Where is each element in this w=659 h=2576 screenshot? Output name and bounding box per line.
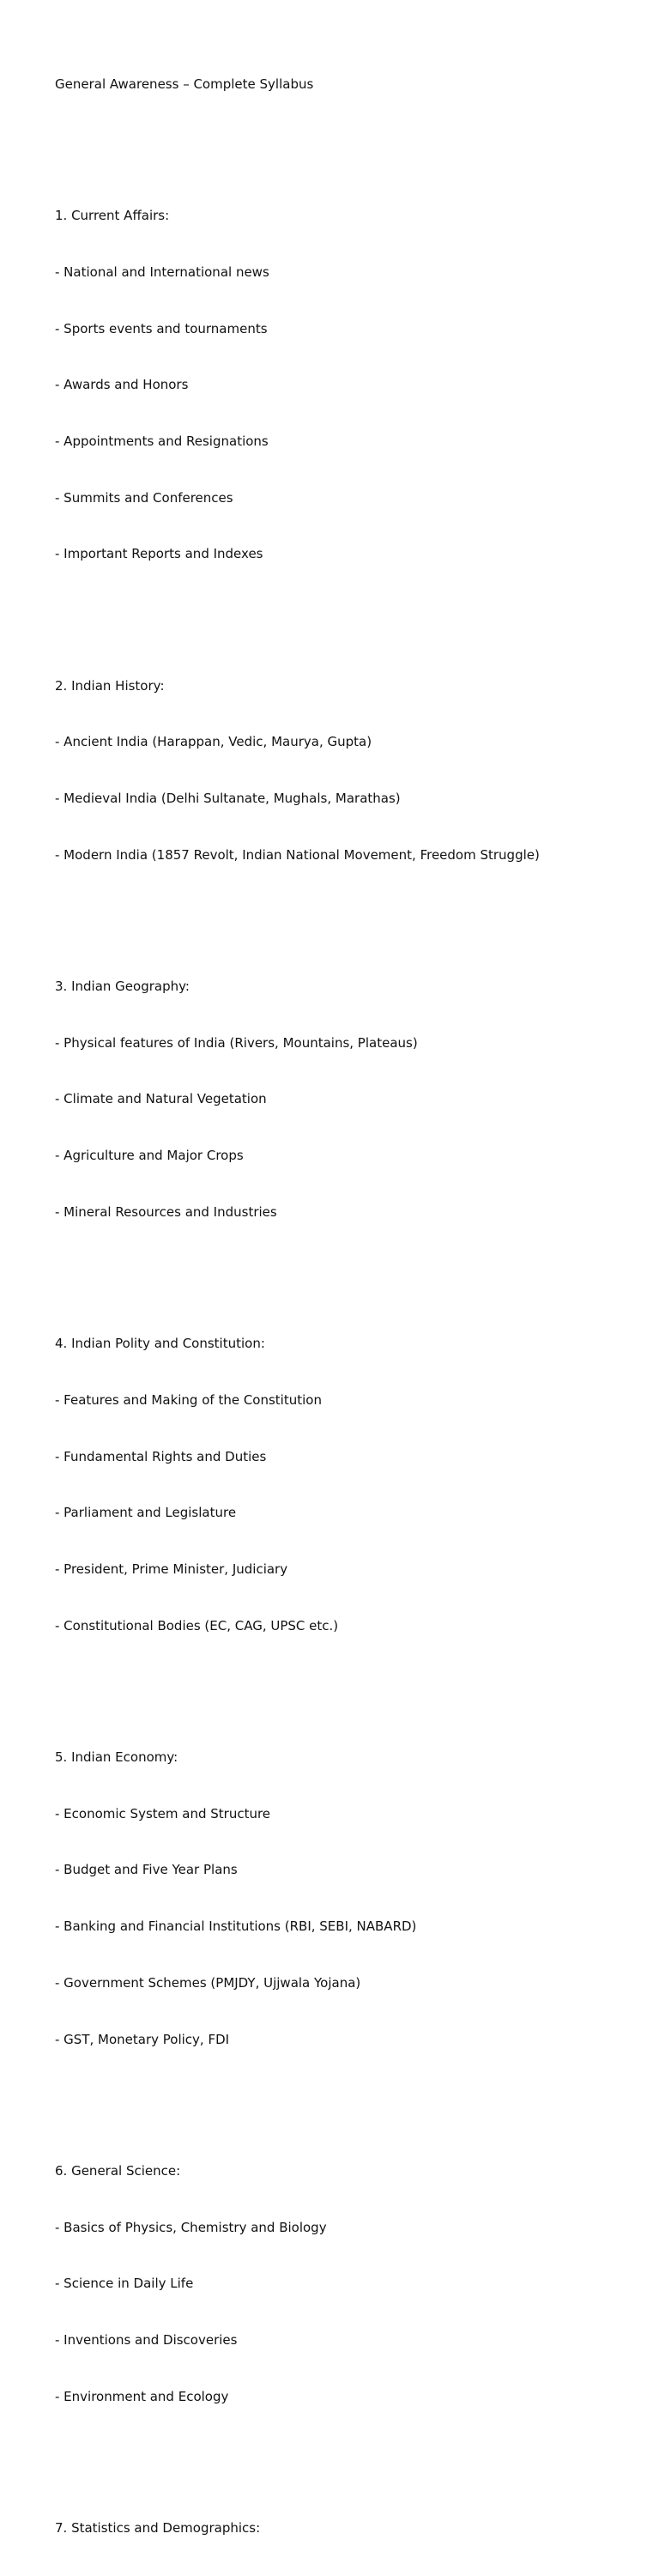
list-item: - Agriculture and Major Crops [55, 1148, 244, 1164]
list-item: - Features and Making of the Constitution [55, 1391, 322, 1408]
document-content [55, 38, 638, 2576]
list-item: - Parliament and Legislature [55, 1505, 237, 1521]
list-item: - President, Prime Minister, Judiciary [55, 1561, 288, 1578]
list-item: - Physical features of India (Rivers, Mountains, Plateaus) [55, 1034, 418, 1051]
list-item: - Inventions and Discoveries [55, 2331, 238, 2348]
blank-line [55, 2444, 638, 2463]
list-item: - Economic System and Structure [55, 1805, 271, 1821]
list-item: - Sports events and tournaments [55, 320, 268, 336]
list-item: - Basics of Physics, Chemistry and Biology [55, 2219, 327, 2235]
document-title: General Awareness – Complete Syllabus [55, 76, 314, 92]
list-item: - National and International news [55, 264, 269, 280]
list-item: - Appointments and Resignations [55, 433, 269, 449]
section-heading: 4. Indian Polity and Constitution: [55, 1336, 265, 1352]
list-item: - Mineral Resources and Industries [55, 1203, 277, 1220]
list-item: - Awards and Honors [55, 377, 189, 393]
blank-line [55, 1673, 638, 1692]
list-item: - Important Reports and Indexes [55, 546, 263, 562]
blank-line [55, 1260, 638, 1279]
section-heading: 2. Indian History: [55, 677, 165, 694]
list-item: - Modern India (1857 Revolt, Indian National Movement, Freedom Struggle) [55, 846, 540, 863]
list-item: - Ancient India (Harappan, Vedic, Maurya, Gupta) [55, 734, 372, 750]
blank-line [55, 2087, 638, 2106]
list-item: - Medieval India (Delhi Sultanate, Mughals, Marathas) [55, 791, 401, 807]
blank-line [55, 602, 638, 621]
list-item: - GST, Monetary Policy, FDI [55, 2031, 230, 2047]
list-item: - Constitutional Bodies (EC, CAG, UPSC etc.) [55, 1617, 339, 1633]
blank-line [55, 132, 638, 151]
list-item: - Environment and Ecology [55, 2388, 229, 2404]
list-item: - Banking and Financial Institutions (RBI, SEBI, NABARD) [55, 1918, 417, 1935]
list-item: - Government Schemes (PMJDY, Ujjwala Yojana) [55, 1974, 361, 1991]
list-item: - Climate and Natural Vegetation [55, 1091, 267, 1107]
list-item: - Summits and Conferences [55, 489, 233, 506]
list-item: - Budget and Five Year Plans [55, 1862, 238, 1878]
section-heading: 3. Indian Geography: [55, 979, 190, 995]
section-heading: 5. Indian Economy: [55, 1749, 178, 1766]
section-heading: 6. General Science: [55, 2162, 181, 2179]
list-item: - Fundamental Rights and Duties [55, 1448, 267, 1464]
blank-line [55, 902, 638, 921]
section-heading: 7. Statistics and Demographics: [55, 2519, 261, 2536]
list-item: - Science in Daily Life [55, 2276, 194, 2292]
section-heading: 1. Current Affairs: [55, 208, 170, 224]
